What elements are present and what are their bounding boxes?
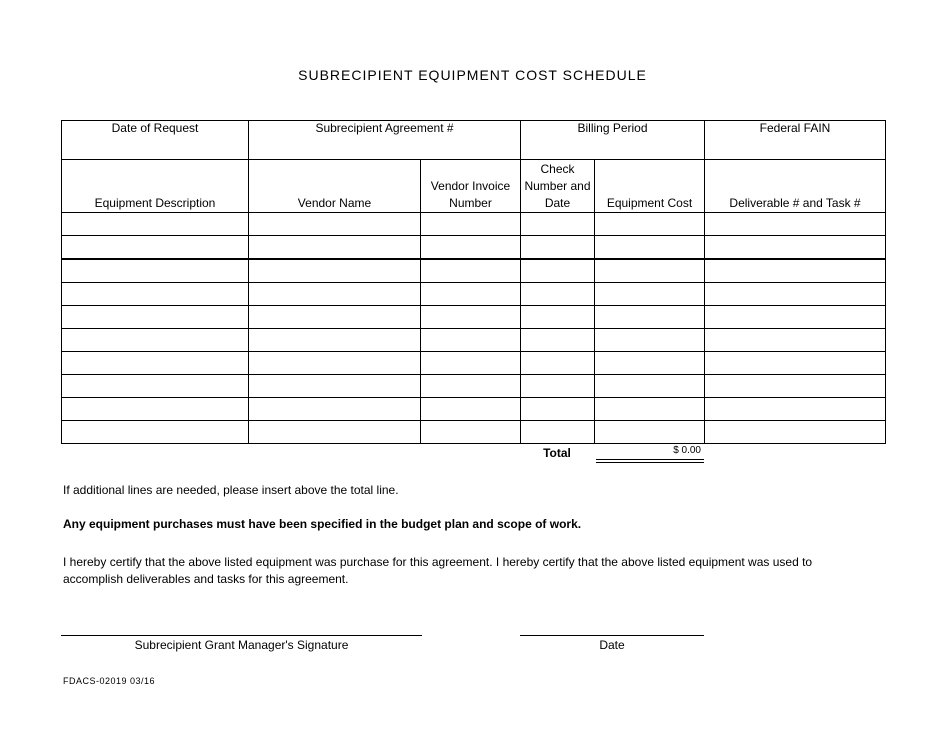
table-cell[interactable]: [62, 421, 249, 444]
table-cell[interactable]: [705, 283, 886, 306]
table-cell[interactable]: [249, 236, 421, 260]
table-cell[interactable]: [705, 398, 886, 421]
table-cell[interactable]: [421, 259, 521, 283]
table-cell[interactable]: [521, 283, 595, 306]
table-cell[interactable]: [249, 259, 421, 283]
billing-period-cell[interactable]: [521, 121, 705, 160]
table-row: [62, 306, 886, 329]
certification-statement: I hereby certify that the above listed equipment was purchase for this agreement. I hereby certify that the above listed equipment was used to accomplish deliverables and tasks for this agreement.: [63, 555, 813, 586]
table-cell[interactable]: [62, 259, 249, 283]
signature-date-line[interactable]: [520, 635, 704, 636]
table-cell[interactable]: [421, 352, 521, 375]
total-value: $ 0.00: [673, 445, 701, 456]
table-cell[interactable]: [705, 236, 886, 260]
table-row: [62, 329, 886, 352]
date-of-request-cell[interactable]: [62, 121, 249, 160]
table-cell[interactable]: [521, 236, 595, 260]
table-cell[interactable]: [421, 283, 521, 306]
table-cell[interactable]: [521, 213, 595, 236]
table-cell[interactable]: [521, 398, 595, 421]
table-row: [62, 236, 886, 260]
col-deliverable-task: Deliverable # and Task #: [705, 160, 886, 213]
table-cell[interactable]: [421, 398, 521, 421]
col-equipment-description: Equipment Description: [62, 160, 249, 213]
budget-requirement-note: Any equipment purchases must have been specified in the budget plan and scope of work.: [63, 517, 582, 531]
additional-lines-note: If additional lines are needed, please insert above the total line.: [63, 483, 399, 497]
table-cell[interactable]: [62, 352, 249, 375]
table-cell[interactable]: [595, 375, 705, 398]
manager-signature-label: Subrecipient Grant Manager's Signature: [134, 638, 349, 652]
table-cell[interactable]: [62, 329, 249, 352]
table-cell[interactable]: [249, 213, 421, 236]
table-cell[interactable]: [595, 259, 705, 283]
signature-date-label: Date: [599, 638, 625, 652]
table-cell[interactable]: [62, 236, 249, 260]
table-cell[interactable]: [705, 259, 886, 283]
table-cell[interactable]: [249, 421, 421, 444]
table-cell[interactable]: [595, 398, 705, 421]
table-cell[interactable]: [62, 306, 249, 329]
table-cell[interactable]: [521, 329, 595, 352]
table-cell[interactable]: [705, 421, 886, 444]
federal-fain-label: Federal FAIN: [759, 121, 831, 135]
total-label: Total: [543, 446, 571, 460]
date-of-request-label: Date of Request: [111, 121, 199, 135]
col-equipment-cost: Equipment Cost: [595, 160, 705, 213]
table-cell[interactable]: [249, 329, 421, 352]
table-cell[interactable]: [705, 213, 886, 236]
col-vendor-invoice-number: Vendor Invoice Number: [421, 160, 521, 213]
col-vendor-name: Vendor Name: [249, 160, 421, 213]
table-cell[interactable]: [249, 306, 421, 329]
table-cell[interactable]: [521, 306, 595, 329]
table-cell[interactable]: [421, 421, 521, 444]
table-cell[interactable]: [421, 213, 521, 236]
table-cell[interactable]: [421, 236, 521, 260]
table-row: [62, 259, 886, 283]
agreement-label: Subrecipient Agreement #: [315, 121, 454, 135]
column-header-row: [62, 160, 886, 213]
table-row: [62, 375, 886, 398]
manager-signature-line[interactable]: [61, 635, 422, 636]
table-cell[interactable]: [62, 375, 249, 398]
table-cell[interactable]: [595, 329, 705, 352]
table-cell[interactable]: [595, 213, 705, 236]
table-cell[interactable]: [595, 236, 705, 260]
table-cell[interactable]: [521, 421, 595, 444]
header-info-row: [62, 121, 886, 160]
table-cell[interactable]: [421, 306, 521, 329]
table-row: [62, 421, 886, 444]
federal-fain-cell[interactable]: [705, 121, 886, 160]
billing-period-label: Billing Period: [577, 121, 648, 135]
equipment-cost-table: [61, 120, 886, 444]
table-cell[interactable]: [249, 398, 421, 421]
table-cell[interactable]: [595, 352, 705, 375]
table-cell[interactable]: [62, 213, 249, 236]
table-cell[interactable]: [705, 306, 886, 329]
col-check-number-date: Check Number and Date: [521, 160, 595, 213]
table-cell[interactable]: [521, 259, 595, 283]
table-row: [62, 398, 886, 421]
table-cell[interactable]: [249, 283, 421, 306]
table-cell[interactable]: [62, 398, 249, 421]
table-row: [62, 283, 886, 306]
table-cell[interactable]: [249, 352, 421, 375]
table-row: [62, 352, 886, 375]
table-cell[interactable]: [595, 421, 705, 444]
table-cell[interactable]: [521, 375, 595, 398]
table-row: [62, 213, 886, 236]
table-cell[interactable]: [705, 329, 886, 352]
form-code: FDACS-02019 03/16: [63, 676, 156, 686]
total-double-underline: [596, 459, 704, 463]
table-cell[interactable]: [62, 283, 249, 306]
table-cell[interactable]: [705, 375, 886, 398]
table-cell[interactable]: [705, 352, 886, 375]
table-cell[interactable]: [595, 283, 705, 306]
table-cell[interactable]: [521, 352, 595, 375]
table-cell[interactable]: [595, 306, 705, 329]
agreement-cell[interactable]: [249, 121, 521, 160]
form-title: SUBRECIPIENT EQUIPMENT COST SCHEDULE: [298, 67, 647, 83]
table-cell[interactable]: [249, 375, 421, 398]
table-cell[interactable]: [421, 329, 521, 352]
table-cell[interactable]: [421, 375, 521, 398]
